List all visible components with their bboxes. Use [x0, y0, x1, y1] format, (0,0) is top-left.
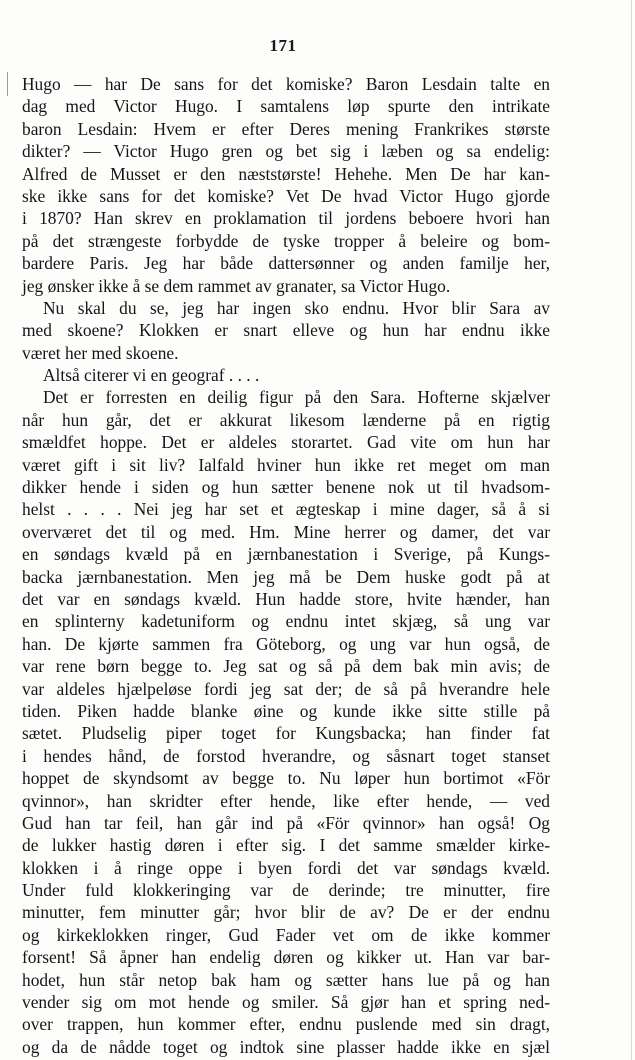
- text-line: Nu skal du se, jeg har ingen sko endnu. Hvor blir Sara av: [43, 297, 550, 318]
- text-line: i hendes hånd, de forstod hverandre, og såsnart toget stanset: [22, 745, 550, 766]
- text-line: en splinterny kadetuniform og endnu intet skjæg, så ung var: [22, 611, 550, 632]
- text-line: når hun går, det er akkurat likesom lænderne på en rigtig: [22, 409, 550, 430]
- text-line: bardere Paris. Jeg har både dattersønner og anden familje her,: [22, 253, 550, 274]
- margin-mark: [7, 72, 8, 96]
- text-line: dag med Victor Hugo. I samtalens løp spurte den intrikate: [22, 96, 550, 117]
- text-line: vender sig om mot hende og smiler. Så gjør han et spring ned-: [22, 992, 550, 1013]
- text-line: hodet, hun står netop bak ham og sætter hans lue på og han: [22, 969, 550, 990]
- text-line: Altså citerer vi en geograf . . . .: [43, 365, 260, 386]
- text-line: Hugo — har De sans for det komiske? Baron Lesdain talte en: [22, 74, 550, 94]
- text-line: smældfet hoppe. Det er aldeles storartet. Gad vite om hun har: [22, 432, 550, 453]
- text-line: været gift i sit liv? Ialfald hviner hun ikke ret meget om man: [22, 454, 550, 475]
- text-line: sætet. Pludselig piper toget for Kungsbacka; han finder fat: [22, 723, 550, 744]
- text-line: på det strængeste forbydde de tyske tropper å beleire og bom-: [22, 230, 550, 251]
- text-line: dikter? — Victor Hugo gren og bet sig i læben og sa endelig:: [22, 141, 550, 162]
- text-line: ske ikke sans for det komiske? Vet De hvad Victor Hugo gjorde: [22, 185, 550, 206]
- text-line: Alfred de Musset er den næststørste! Hehehe. Men De har kan-: [22, 163, 550, 184]
- body-text: [22, 73, 550, 1058]
- text-line: forsent! Så åpner han endelig døren og kikker ut. Han var bar-: [22, 947, 550, 968]
- text-line: minutter, fem minutter går; hvor blir de av? De er der endnu: [22, 902, 550, 923]
- text-line: Det er forresten en deilig figur på den Sara. Hofterne skjælver: [43, 387, 550, 408]
- text-line: jeg ønsker ikke å se dem rammet av granater, sa Victor Hugo.: [22, 275, 451, 296]
- text-line: en søndags kvæld på en jærnbanestation i Sverige, på Kungs-: [22, 544, 550, 565]
- text-line: været her med skoene.: [22, 342, 179, 363]
- text-line: var rene børn begge to. Jeg sat og så på dem bak min avis; de: [22, 656, 550, 677]
- text-line: hoppet de skyndsomt av begge to. Nu løper hun bortimot «För: [22, 768, 550, 789]
- text-line: de lukker hastig døren i efter sig. I det samme smælder kirke-: [22, 835, 550, 856]
- text-line: og kirkeklokken ringer, Gud Fader vet om de ikke kommer: [22, 924, 550, 945]
- text-line: over trappen, hun kommer efter, endnu puslende med sin dragt,: [22, 1014, 550, 1035]
- text-line: i 1870? Han skrev en proklamation til jordens beboere hvori han: [22, 208, 550, 229]
- page-number: 171: [269, 36, 297, 55]
- text-line: Under fuld klokkeringing var de derinde; tre minutter, fire: [22, 880, 550, 901]
- text-line: Gud han tar feil, han går ind på «För qvinnor» han også! Og: [22, 812, 550, 833]
- text-line: med skoene? Klokken er snart elleve og hun har endnu ikke: [22, 320, 550, 341]
- text-line: klokken i å ringe oppe i byen fordi det var søndags kvæld.: [22, 857, 550, 878]
- text-line: helst . . . . Nei jeg har set et ægteskap i mine dager, så å si: [22, 499, 550, 520]
- text-line: qvinnor», han skridter efter hende, like efter hende, — ved: [22, 790, 550, 811]
- text-line: tiden. Piken hadde blanke øine og kunde ikke sitte stille på: [22, 700, 550, 721]
- text-line: det var en søndags kvæld. Hun hadde store, hvite hænder, han: [22, 588, 550, 609]
- text-line: dikker hende i siden og hun sætter benene nok ut til hvadsom-: [22, 477, 550, 498]
- text-line: overværet det til og med. Hm. Mine herrer og damer, det var: [22, 521, 550, 542]
- text-line: backa jærnbanestation. Men jeg må be Dem huske godt på at: [22, 566, 550, 587]
- text-line: og da de nådde toget og indtok sine plasser hadde ikke en sjæl: [22, 1036, 550, 1057]
- text-line: han. De kjørte sammen fra Göteborg, og ung var hun også, de: [22, 633, 550, 654]
- text-line: baron Lesdain: Hvem er efter Deres mening Frankrikes største: [22, 118, 550, 139]
- page-edge: [631, 0, 632, 1060]
- text-line: var aldeles hjælpeløse fordi jeg sat der; de så på hverandre hele: [22, 678, 550, 699]
